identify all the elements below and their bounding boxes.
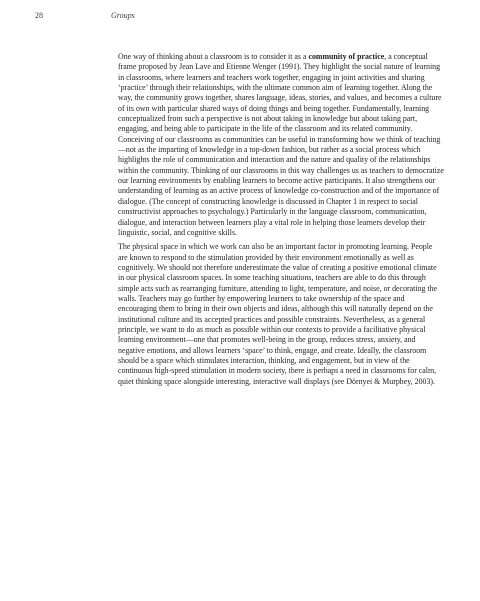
page-number: 28	[35, 11, 43, 20]
key-term: community of practice	[308, 52, 385, 61]
body-text	[118, 52, 444, 391]
paragraph-rest: , a conceptual frame proposed by Jean Lave and Etienne Wenger (1991). They highlight the social nature of learning in classrooms, where learners and teachers work together, engaging in joint activities and sharing ‘practice’ through their relationships, with the ultimate common aim of learning together. Along the way, the community grows together, shares language, ideas, stories, and values, and becomes a culture of its own with particular shared ways of doing things and being together. Fundamentally, learning conceptualized from such a perspective is not about taking in knowledge but about taking part, engaging, and being able to participate in the life of the classroom and its related community. Conceiving of our classrooms as communities can be useful in transforming how we think of teaching—not as the imparting of knowledge in a top-down fashion, but rather as a social process which highlights the role of communication and interaction and the nature and quality of the relationships within the community. Thinking of our classrooms in this way challenges us as teachers to democratize our learning environments by enabling learners to become active participants. It also strengthens our understanding of learning as an active process of knowledge co-construction and of the importance of dialogue. (The concept of constructing knowledge is discussed in Chapter 1 in respect to social constructivist approaches to psychology.) Particularly in the language classroom, communication, dialogue, and interaction between learners play a vital role in helping those learners develop their linguistic, social, and cognitive skills.	[118, 52, 444, 237]
paragraph-physical-space: The physical space in which we work can also be an important factor in promoting learning. People are known to respond to the stimulation provided by their environment emotionally as well as cognitively. We should not therefore underestimate the value of creating a positive emotional climate in our physical classroom spaces. In some teaching situations, teachers are able to do this through simple acts such as rearranging furniture, attending to light, temperature, and noise, or decorating the walls. Teachers may go further by empowering learners to take ownership of the space and encouraging them to bring in their own objects and ideas, although this will naturally depend on the institutional culture and its accepted practices and possible constraints. Nevertheless, as a general principle, we want to do as much as possible within our contexts to provide a facilitative physical learning environment—one that promotes well-being in the group, reduces stress, anxiety, and negative emotions, and allows learners ‘space’ to think, engage, and create. Ideally, the classroom should be a space which stimulates interaction, thinking, and engagement, but in view of the continuous high-speed stimulation in modern society, there is perhaps a need in classrooms for calm, quiet thinking space alongside interesting, interactive wall displays (see Dörnyei & Murphey, 2003).	[118, 242, 438, 386]
page-header	[35, 11, 135, 21]
paragraph-community-of-practice	[118, 52, 444, 238]
paragraph-lead: One way of thinking about a classroom is to consider it as a	[118, 52, 309, 61]
running-head: Groups	[111, 11, 135, 20]
